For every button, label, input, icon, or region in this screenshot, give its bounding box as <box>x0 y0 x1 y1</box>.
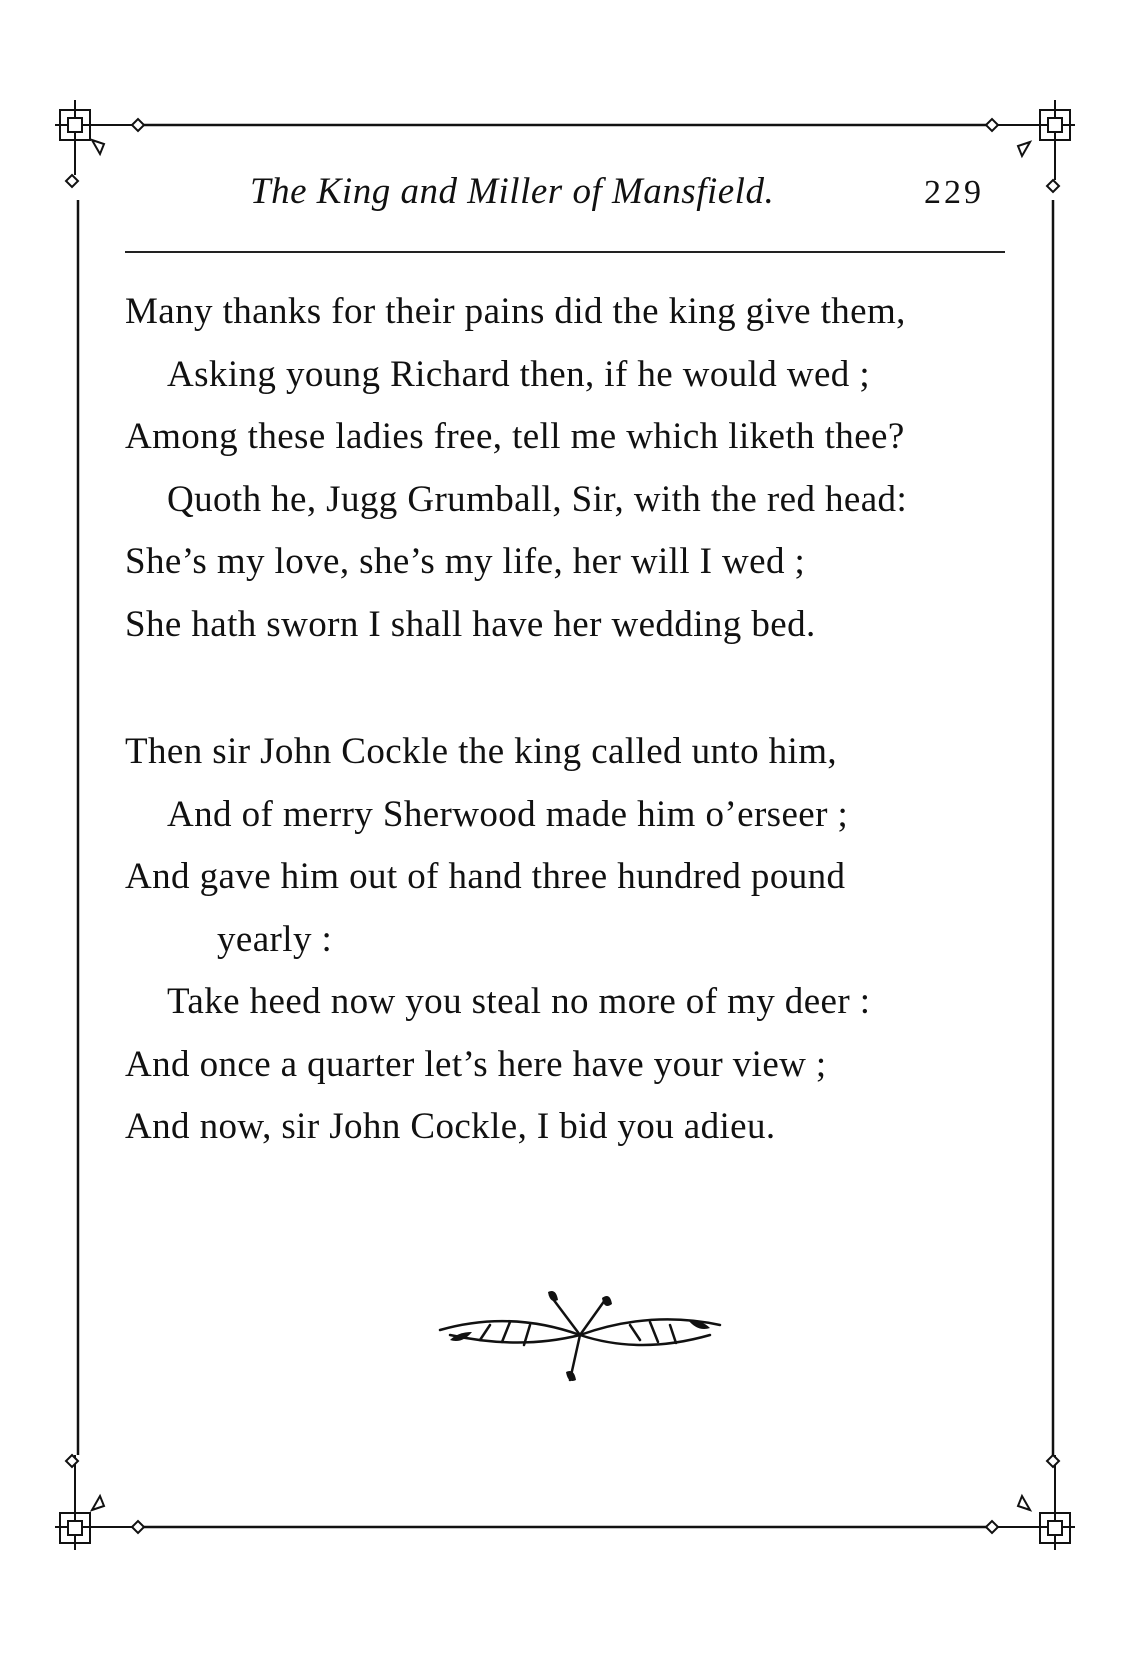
corner-ornament-bottom-right <box>986 1455 1075 1550</box>
corner-ornament-top-left <box>55 100 144 187</box>
running-title: The King and Miller of Mansfield. <box>250 171 775 212</box>
poem-line: And gave him out of hand three hundred pound <box>125 856 846 897</box>
floral-tailpiece-ornament <box>430 1280 730 1390</box>
poem-line: She’s my love, she’s my life, her will I wed ; <box>125 541 806 582</box>
poem-line: Quoth he, Jugg Grumball, Sir, with the red head: <box>167 479 908 520</box>
poem-line: Among these ladies free, tell me which liketh thee? <box>125 416 905 457</box>
corner-ornament-bottom-left <box>55 1455 144 1550</box>
poem-line: She hath sworn I shall have her wedding bed. <box>125 604 816 645</box>
poem-line: Then sir John Cockle the king called unto him, <box>125 731 838 772</box>
header-rule <box>125 251 1005 253</box>
poem-line: yearly : <box>217 919 333 960</box>
poem-line: Many thanks for their pains did the king give them, <box>125 291 906 332</box>
poem-line: And of merry Sherwood made him o’erseer ; <box>167 794 849 835</box>
poem-line: And now, sir John Cockle, I bid you adieu. <box>125 1106 776 1147</box>
poem-line: Take heed now you steal no more of my deer : <box>167 981 871 1022</box>
page-header <box>240 170 1000 230</box>
poem-line: Asking young Richard then, if he would wed ; <box>167 354 871 395</box>
page-number: 229 <box>924 174 984 211</box>
poem-line: And once a quarter let’s here have your view ; <box>125 1044 827 1085</box>
